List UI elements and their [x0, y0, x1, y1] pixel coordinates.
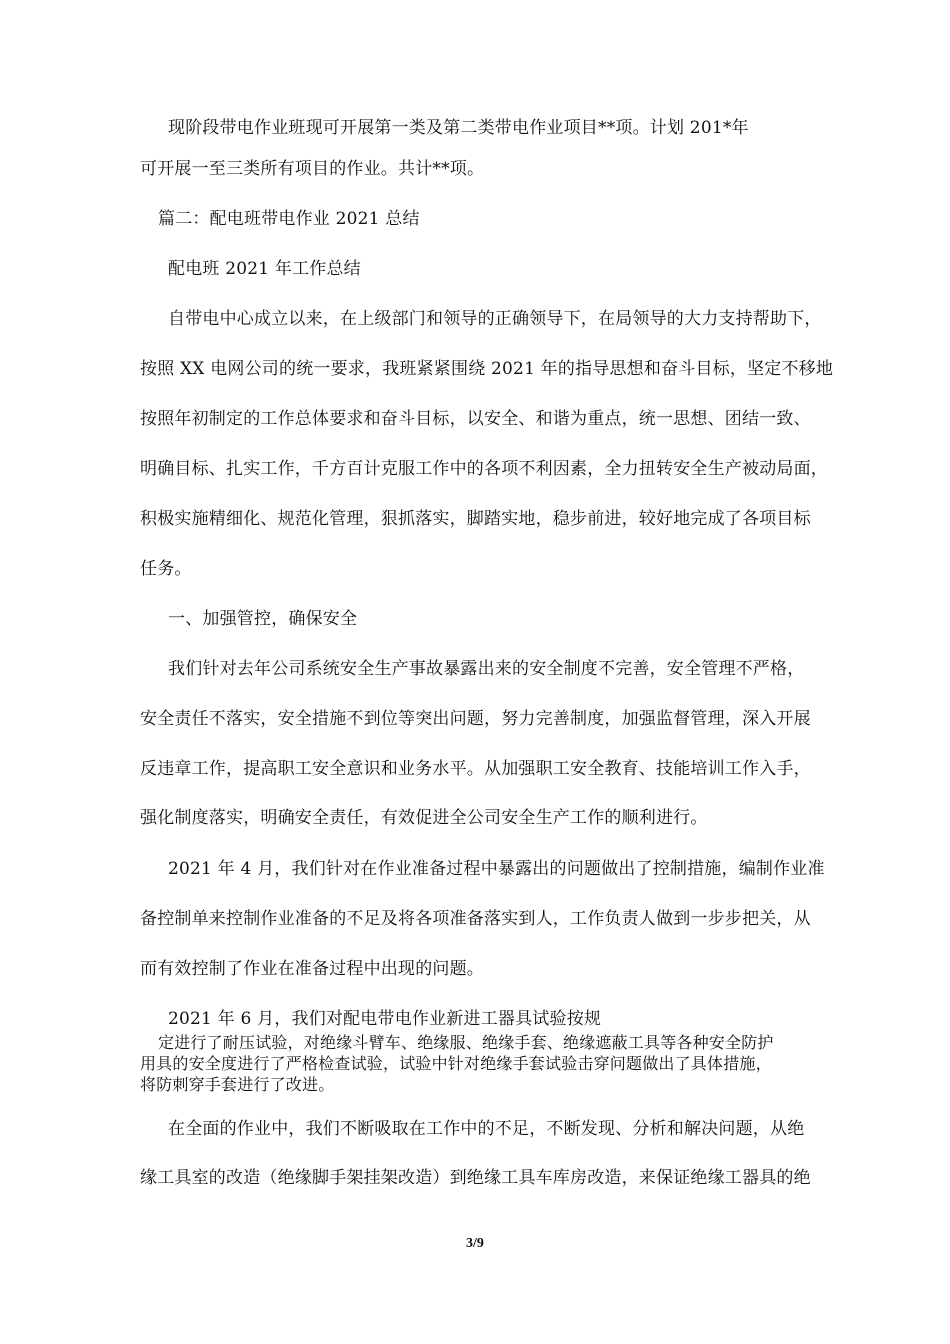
- paragraph-line: 任务。: [140, 559, 192, 579]
- paragraph-line: 用具的安全度进行了严格检查试验，试验中针对绝缘手套试验击穿问题做出了具体措施，: [140, 1054, 772, 1073]
- paragraph-line: 2021 年 6 月，我们对配电带电作业新进工器具试验按规: [168, 1009, 602, 1029]
- paragraph-line: 在全面的作业中，我们不断吸取在工作中的不足，不断发现、分析和解决问题，从绝: [168, 1119, 805, 1139]
- paragraph-line: 将防刺穿手套进行了改进。: [140, 1075, 335, 1094]
- paragraph-line: 强化制度落实，明确安全责任，有效促进全公司安全生产工作的顺利进行。: [140, 808, 708, 828]
- page-number: 3/9: [466, 1236, 484, 1251]
- paragraph-line: 安全责任不落实，安全措施不到位等突出问题，努力完善制度，加强监督管理，深入开展: [140, 709, 811, 729]
- paragraph-line: 可开展一至三类所有项目的作业。共计**项。: [140, 159, 485, 179]
- subsection-title: 配电班 2021 年工作总结: [168, 259, 361, 279]
- paragraph-line: 现阶段带电作业班现可开展第一类及第二类带电作业项目**项。计划 201*年: [168, 118, 749, 138]
- paragraph-line: 缘工具室的改造（绝缘脚手架挂架改造）到绝缘工具车库房改造，来保证绝缘工器具的绝: [140, 1168, 811, 1188]
- section-heading: 一、加强管控，确保安全: [168, 609, 358, 629]
- paragraph-line: 按照年初制定的工作总体要求和奋斗目标，以安全、和谐为重点，统一思想、团结一致、: [140, 409, 811, 429]
- paragraph-line: 而有效控制了作业在准备过程中出现的问题。: [140, 959, 484, 979]
- paragraph-line: 明确目标、扎实工作，千方百计克服工作中的各项不利因素，全力扭转安全生产被动局面，: [140, 459, 828, 479]
- paragraph-line: 我们针对去年公司系统安全生产事故暴露出来的安全制度不完善，安全管理不严格，: [168, 659, 805, 679]
- paragraph-line: 2021 年 4 月，我们针对在作业准备过程中暴露出的问题做出了控制措施，编制作业准: [168, 859, 825, 879]
- paragraph-line: 反违章工作，提高职工安全意识和业务水平。从加强职工安全教育、技能培训工作入手，: [140, 759, 811, 779]
- paragraph-line: 积极实施精细化、规范化管理，狠抓落实，脚踏实地，稳步前进，较好地完成了各项目标: [140, 509, 811, 529]
- paragraph-line: 自带电中心成立以来，在上级部门和领导的正确领导下，在局领导的大力支持帮助下，: [168, 309, 822, 329]
- paragraph-line: 按照 XX 电网公司的统一要求，我班紧紧围绕 2021 年的指导思想和奋斗目标，坚定不移地: [140, 359, 834, 379]
- paragraph-line: 定进行了耐压试验，对绝缘斗臂车、绝缘服、绝缘手套、绝缘遮蔽工具等各种安全防护: [158, 1033, 774, 1052]
- section-heading: 篇二：配电班带电作业 2021 总结: [158, 209, 420, 229]
- paragraph-line: 备控制单来控制作业准备的不足及将各项准备落实到人，工作负责人做到一步步把关，从: [140, 909, 811, 929]
